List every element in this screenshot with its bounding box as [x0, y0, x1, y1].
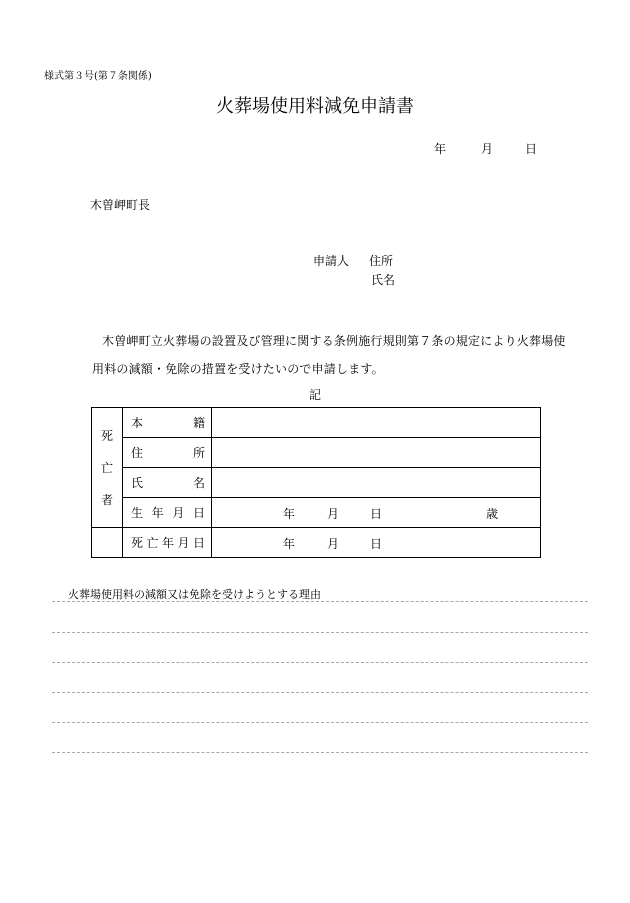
address-value-field[interactable]	[212, 438, 541, 468]
death-year-unit: 年	[283, 537, 296, 551]
side-char: 死	[100, 428, 113, 443]
reason-line[interactable]	[52, 632, 588, 633]
reason-line[interactable]	[52, 722, 588, 723]
birth-month-unit: 月	[327, 507, 340, 521]
side-char: 者	[100, 492, 113, 507]
date-month-label: 月	[481, 142, 494, 156]
row-label-name: 氏 名	[123, 468, 212, 498]
birth-day-unit: 日	[370, 507, 383, 521]
deceased-side-label	[92, 408, 123, 528]
applicant-name-label: 氏名	[371, 273, 396, 287]
reason-line[interactable]	[52, 601, 588, 602]
form-number: 様式第３号(第７条関係)	[44, 71, 152, 82]
deceased-info-table	[91, 407, 541, 558]
body-text-line-2: 用料の減額・免除の措置を受けたいので申請します。	[92, 362, 384, 376]
page-title: 火葬場使用料減免申請書	[216, 96, 414, 117]
reason-title: 火葬場使用料の減額又は免除を受けようとする理由	[68, 588, 321, 601]
row-label-honseki: 本 籍	[123, 408, 212, 438]
age-unit: 歳	[486, 507, 499, 521]
side-char: 亡	[100, 460, 113, 475]
ki-heading: 記	[308, 388, 321, 402]
reason-line[interactable]	[52, 662, 588, 663]
reason-line[interactable]	[52, 692, 588, 693]
applicant-address-label: 住所	[369, 254, 394, 268]
birth-date-value-field[interactable]	[212, 498, 541, 528]
addressee: 木曽岬町長	[90, 198, 151, 212]
deceased-side-spacer	[92, 528, 123, 558]
row-label-birth-date: 生 年 月 日	[123, 498, 212, 528]
applicant-label: 申請人	[313, 254, 350, 268]
death-date-value-field[interactable]	[212, 528, 541, 558]
honseki-value-field[interactable]	[212, 408, 541, 438]
row-label-death-date: 死 亡 年 月 日	[123, 528, 212, 558]
name-value-field[interactable]	[212, 468, 541, 498]
reason-line[interactable]	[52, 752, 588, 753]
death-month-unit: 月	[327, 537, 340, 551]
date-year-label: 年	[434, 142, 447, 156]
body-text-line-1: 木曽岬町立火葬場の設置及び管理に関する条例施行規則第７条の規定により火葬場使	[102, 334, 566, 348]
birth-year-unit: 年	[283, 507, 296, 521]
row-label-address: 住 所	[123, 438, 212, 468]
date-day-label: 日	[525, 142, 538, 156]
death-day-unit: 日	[370, 537, 383, 551]
